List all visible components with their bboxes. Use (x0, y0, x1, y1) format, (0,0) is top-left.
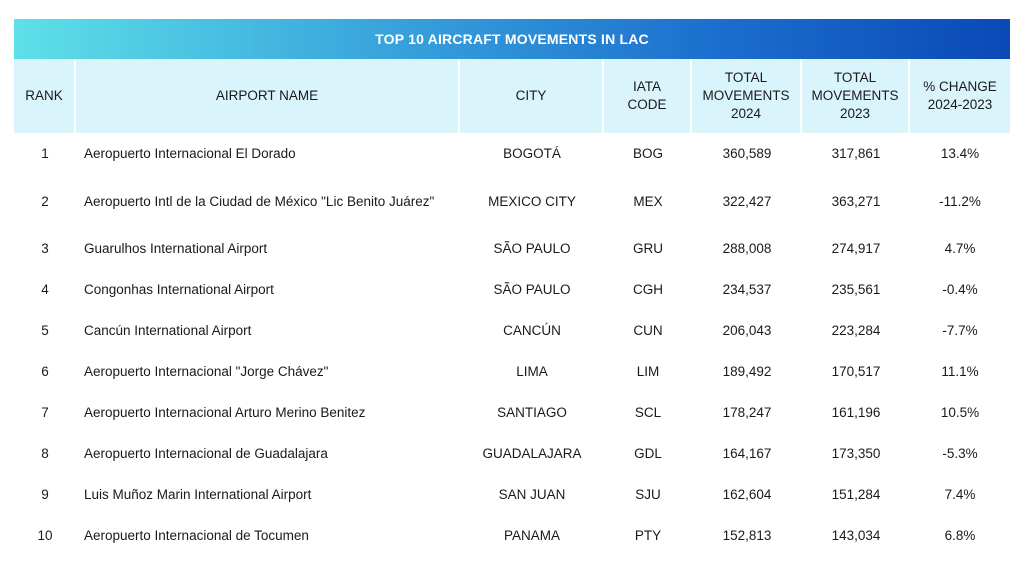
table-row (14, 351, 1010, 392)
total-2023-cell: 363,271 (831, 193, 881, 209)
airport-name-cell: Aeropuerto Internacional de Guadalajara (84, 446, 328, 461)
airport-name-cell: Luis Muñoz Marin International Airport (84, 487, 312, 502)
iata-cell: PTY (634, 528, 662, 543)
total-2023-cell: 274,917 (831, 241, 881, 256)
change-cell: -0.4% (942, 282, 978, 297)
header-total-2024: TOTAL MOVEMENTS 2024 (692, 59, 802, 133)
total-2023-cell: 223,284 (831, 323, 881, 338)
airport-name-cell: Aeropuerto Internacional El Dorado (84, 146, 296, 161)
airport-name-cell: Aeropuerto Internacional Arturo Merino Benitez (84, 405, 366, 420)
change-cell: 6.8% (944, 528, 976, 543)
total-2024-cell: 189,492 (722, 364, 772, 379)
table-row (14, 174, 1010, 228)
change-cell: 13.4% (940, 146, 980, 161)
total-2024-cell: 164,167 (722, 446, 772, 461)
iata-cell: GDL (634, 446, 662, 461)
total-2023-cell: 170,517 (831, 364, 881, 379)
iata-cell: CGH (633, 282, 663, 297)
airport-name-cell: Cancún International Airport (84, 323, 252, 338)
total-2023-cell: 143,034 (831, 528, 881, 543)
table-row (14, 433, 1010, 474)
total-2024-cell: 322,427 (722, 193, 772, 209)
total-2023-cell: 235,561 (831, 282, 881, 297)
change-cell: -5.3% (942, 446, 978, 461)
table-header (14, 59, 1010, 133)
total-2024-cell: 162,604 (722, 487, 772, 502)
total-2023-cell: 173,350 (831, 446, 881, 461)
airport-name-cell: Aeropuerto Intl de la Ciudad de México "Lic Benito Juárez" (84, 193, 435, 209)
header-total-2023: TOTAL MOVEMENTS 2023 (802, 59, 910, 133)
total-2024-cell: 288,008 (722, 241, 772, 256)
header-percent-change: % CHANGE 2024-2023 (910, 59, 1010, 133)
iata-cell: BOG (632, 146, 663, 161)
iata-cell: CUN (633, 323, 663, 338)
iata-cell: GRU (633, 241, 663, 256)
airport-name-cell: Guarulhos International Airport (84, 241, 268, 256)
table-row (14, 228, 1010, 269)
city-cell: SAN JUAN (498, 487, 566, 502)
city-cell: SÃO PAULO (493, 241, 571, 256)
city-cell: PANAMA (503, 528, 560, 543)
airport-name-cell: Aeropuerto Internacional de Tocumen (84, 528, 309, 543)
iata-cell: SJU (635, 487, 661, 502)
iata-cell: MEX (633, 193, 663, 209)
total-2023-cell: 317,861 (831, 146, 881, 161)
rank-cell: 10 (37, 528, 53, 543)
change-cell: -11.2% (939, 193, 981, 209)
header-rank: RANK (14, 59, 76, 133)
total-2024-cell: 360,589 (722, 146, 772, 161)
airport-name-cell: Congonhas International Airport (84, 282, 274, 297)
rank-cell: 8 (41, 446, 49, 461)
total-2024-cell: 152,813 (722, 528, 772, 543)
iata-cell: SCL (634, 405, 662, 420)
city-cell: LIMA (516, 364, 548, 379)
total-2024-cell: 234,537 (722, 282, 772, 297)
table-row (14, 515, 1010, 556)
iata-cell: LIM (636, 364, 660, 379)
change-cell: 11.1% (941, 364, 979, 379)
airport-name-cell: Aeropuerto Internacional "Jorge Chávez" (84, 364, 329, 379)
total-2024-cell: 178,247 (722, 405, 772, 420)
header-row (14, 59, 1010, 133)
change-cell: 7.4% (944, 487, 976, 502)
total-2023-cell: 161,196 (831, 405, 881, 420)
table-row (14, 133, 1010, 174)
city-cell: BOGOTÁ (503, 146, 561, 161)
table-row (14, 310, 1010, 351)
rank-cell: 6 (41, 364, 49, 379)
city-cell: SANTIAGO (497, 405, 567, 420)
table-body (14, 133, 1010, 556)
city-cell: CANCÚN (503, 323, 561, 338)
rank-cell: 1 (41, 146, 49, 161)
table-row (14, 474, 1010, 515)
city-cell: SÃO PAULO (493, 282, 571, 297)
table-row (14, 392, 1010, 433)
airport-movements-table (14, 59, 1010, 556)
city-cell: MEXICO CITY (488, 193, 576, 209)
total-2023-cell: 151,284 (831, 487, 881, 502)
table-row (14, 269, 1010, 310)
header-airport-name: AIRPORT NAME (76, 59, 460, 133)
rank-cell: 9 (41, 487, 49, 502)
movements-table-card (14, 19, 1010, 556)
change-cell: -7.7% (942, 323, 978, 338)
city-cell: GUADALAJARA (482, 446, 582, 461)
table-title: TOP 10 AIRCRAFT MOVEMENTS IN LAC (14, 19, 1010, 59)
change-cell: 4.7% (944, 241, 976, 256)
rank-cell: 2 (41, 193, 49, 209)
header-iata-code: IATA CODE (604, 59, 692, 133)
rank-cell: 3 (41, 241, 49, 256)
change-cell: 10.5% (940, 405, 980, 420)
total-2024-cell: 206,043 (722, 323, 772, 338)
rank-cell: 5 (41, 323, 49, 338)
header-city: CITY (460, 59, 604, 133)
rank-cell: 4 (41, 282, 49, 297)
rank-cell: 7 (41, 405, 49, 420)
